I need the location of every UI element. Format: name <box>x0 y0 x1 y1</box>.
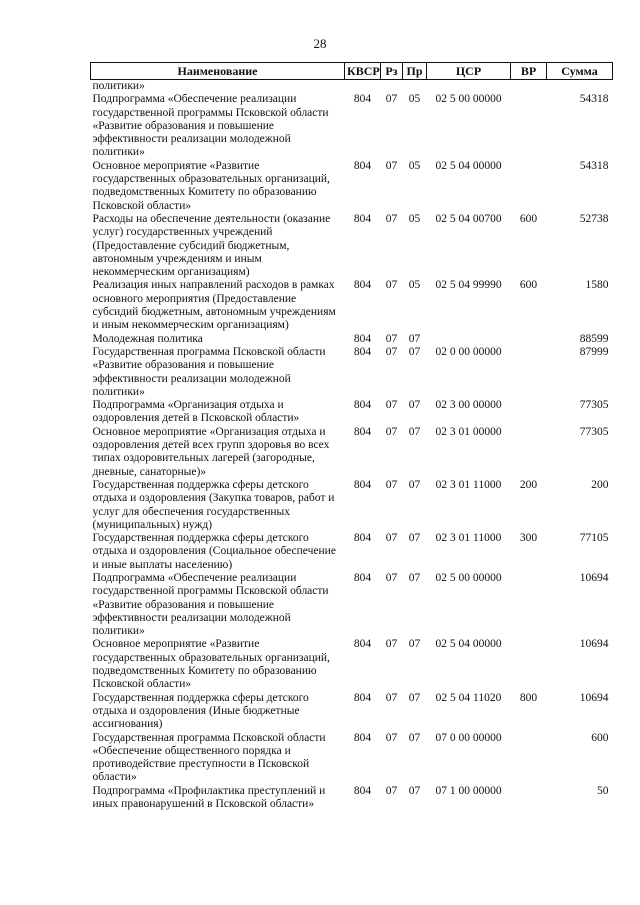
cell-csr <box>427 80 511 94</box>
header-name: Наименование <box>91 63 345 80</box>
cell-name: Расходы на обеспечение деятельности (оказание услуг) государственных учреждений (Предоставление субсидий бюджетным, автономным учреждениям и иным некоммерческим организациям) <box>92 212 331 279</box>
cell-pr: 07 <box>408 691 421 704</box>
cell-pr: 07 <box>408 425 421 438</box>
cell-vr <box>511 572 547 638</box>
cell-csr: 02 5 00 00000 <box>435 93 502 106</box>
cell-sum: 10694 <box>579 691 609 704</box>
cell-pr: 07 <box>408 332 421 345</box>
cell-pr: 05 <box>408 212 421 225</box>
cell-vr <box>511 80 547 94</box>
cell-name: Подпрограмма «Профилактика преступлений и иных правонарушений в Псковской области» <box>92 784 326 811</box>
cell-pr: 07 <box>408 784 421 797</box>
budget-table-wrapper <box>90 62 612 811</box>
cell-sum: 200 <box>591 478 609 491</box>
cell-pr: 05 <box>408 279 421 292</box>
table-row <box>91 638 613 691</box>
cell-vr: 600 <box>519 212 538 225</box>
cell-csr: 02 5 04 00000 <box>435 638 502 651</box>
cell-csr: 02 0 00 00000 <box>435 345 502 358</box>
table-row <box>91 479 613 532</box>
cell-name: Основное мероприятие «Развитие государственных образовательных организаций, подведомственных Комитету по образованию Псковской области» <box>92 638 330 691</box>
table-row <box>91 572 613 638</box>
cell-name: политики» <box>92 80 145 92</box>
cell-kvsr: 804 <box>353 638 372 651</box>
cell-sum: 1580 <box>585 279 609 292</box>
cell-csr: 02 5 04 99990 <box>435 279 502 292</box>
cell-name: Государственная поддержка сферы детского отдыха и оздоровления (Закупка товаров, работ и услуг для обеспечения государственных (муниципальных) нужд) <box>92 478 335 531</box>
cell-kvsr: 804 <box>353 345 372 358</box>
header-vr: ВР <box>511 63 547 80</box>
table-row <box>91 160 613 213</box>
cell-pr: 05 <box>408 159 421 172</box>
table-body <box>91 80 613 812</box>
cell-vr <box>511 426 547 479</box>
table-row <box>91 279 613 332</box>
cell-kvsr: 804 <box>353 731 372 744</box>
cell-csr <box>427 333 511 346</box>
cell-kvsr: 804 <box>353 571 372 584</box>
cell-csr: 02 3 01 11000 <box>435 532 502 545</box>
cell-pr: 07 <box>408 478 421 491</box>
table-row <box>91 333 613 346</box>
cell-name: Основное мероприятие «Организация отдыха и оздоровления детей всех групп здоровья во всех типах оздоровительных лагерей (загородные, дневные, санаторные)» <box>92 425 330 478</box>
cell-pr: 07 <box>408 638 421 651</box>
cell-sum: 77305 <box>579 399 609 412</box>
cell-vr: 800 <box>519 691 538 704</box>
table-row <box>91 785 613 812</box>
cell-name: Государственная поддержка сферы детского отдыха и оздоровления (Иные бюджетные ассигнования) <box>92 691 309 731</box>
cell-csr: 02 5 04 11020 <box>435 691 502 704</box>
cell-name: Подпрограмма «Обеспечение реализации государственной программы Псковской области «Развитие образования и повышение эффективности реализации молодежной политики» <box>92 571 329 638</box>
cell-vr <box>511 160 547 213</box>
cell-sum: 50 <box>597 784 609 797</box>
cell-rz <box>381 80 403 94</box>
cell-vr: 600 <box>519 279 538 292</box>
cell-sum: 87999 <box>579 345 609 358</box>
cell-pr <box>403 80 427 94</box>
cell-rz: 07 <box>385 159 398 172</box>
cell-rz: 07 <box>385 425 398 438</box>
cell-csr: 02 5 04 00700 <box>435 212 502 225</box>
table-header <box>91 63 613 80</box>
cell-name: Основное мероприятие «Развитие государственных образовательных организаций, подведомственных Комитету по образованию Псковской области» <box>92 159 330 212</box>
cell-rz: 07 <box>385 212 398 225</box>
cell-kvsr: 804 <box>353 212 372 225</box>
cell-rz: 07 <box>385 332 398 345</box>
cell-kvsr: 804 <box>353 332 372 345</box>
cell-sum: 10694 <box>579 638 609 651</box>
cell-csr: 02 5 00 00000 <box>435 571 502 584</box>
header-csr: ЦСР <box>427 63 511 80</box>
cell-name: Подпрограмма «Организация отдыха и оздоровления детей в Псковской области» <box>92 399 300 425</box>
table-row <box>91 399 613 426</box>
cell-csr: 02 3 01 11000 <box>435 478 502 491</box>
cell-csr: 07 0 00 00000 <box>435 731 502 744</box>
cell-vr <box>511 346 547 399</box>
cell-vr: 200 <box>519 478 538 491</box>
table-row <box>91 80 613 94</box>
cell-pr: 07 <box>408 731 421 744</box>
cell-vr: 300 <box>519 532 538 545</box>
cell-rz: 07 <box>385 279 398 292</box>
cell-rz: 07 <box>385 638 398 651</box>
cell-sum: 77305 <box>579 425 609 438</box>
cell-rz: 07 <box>385 478 398 491</box>
cell-sum: 600 <box>591 731 609 744</box>
cell-name: Государственная поддержка сферы детского отдыха и оздоровления (Социальное обеспечение и иные выплаты населению) <box>92 532 336 571</box>
cell-rz: 07 <box>385 532 398 545</box>
cell-rz: 07 <box>385 345 398 358</box>
cell-kvsr: 804 <box>353 478 372 491</box>
cell-vr <box>511 93 547 159</box>
cell-name: Государственная программа Псковской области «Обеспечение общественного порядка и противодействие преступности в Псковской области» <box>92 731 326 784</box>
cell-kvsr: 804 <box>353 532 372 545</box>
cell-sum: 52738 <box>579 212 609 225</box>
table-row <box>91 346 613 399</box>
table-row <box>91 732 613 785</box>
cell-kvsr: 804 <box>353 691 372 704</box>
header-row <box>91 63 613 80</box>
header-sum: Сумма <box>547 63 613 80</box>
cell-name: Государственная программа Псковской области «Развитие образования и повышение эффективности реализации молодежной политики» <box>92 345 326 398</box>
budget-table <box>90 62 613 811</box>
cell-vr <box>511 333 547 346</box>
table-row <box>91 692 613 732</box>
cell-pr: 05 <box>408 93 421 106</box>
cell-sum: 10694 <box>579 571 609 584</box>
cell-sum: 54318 <box>579 159 609 172</box>
cell-kvsr: 804 <box>353 279 372 292</box>
table-row <box>91 93 613 159</box>
cell-rz: 07 <box>385 784 398 797</box>
cell-vr <box>511 638 547 691</box>
header-kvsr: КВСР <box>345 63 381 80</box>
cell-sum: 88599 <box>579 332 609 345</box>
cell-kvsr: 804 <box>353 784 372 797</box>
cell-pr: 07 <box>408 532 421 545</box>
cell-vr <box>511 732 547 785</box>
table-row <box>91 532 613 572</box>
cell-pr: 07 <box>408 345 421 358</box>
cell-vr <box>511 399 547 426</box>
cell-kvsr: 804 <box>353 399 372 412</box>
cell-csr: 02 3 00 00000 <box>435 399 502 412</box>
cell-csr: 07 1 00 00000 <box>435 784 502 797</box>
cell-kvsr <box>345 80 381 94</box>
cell-csr: 02 3 01 00000 <box>435 425 502 438</box>
cell-rz: 07 <box>385 399 398 412</box>
cell-sum: 54318 <box>579 93 609 106</box>
cell-sum <box>547 80 613 94</box>
cell-kvsr: 804 <box>353 425 372 438</box>
cell-name: Реализация иных направлений расходов в рамках основного мероприятия (Предоставление субсидий бюджетным, автономным учреждениям и иным некоммерческим организациям) <box>92 279 336 332</box>
cell-rz: 07 <box>385 691 398 704</box>
cell-pr: 07 <box>408 571 421 584</box>
table-row <box>91 213 613 279</box>
cell-vr <box>511 785 547 812</box>
cell-name: Молодежная политика <box>92 332 203 345</box>
cell-pr: 07 <box>408 399 421 412</box>
page-number: 28 <box>313 36 327 51</box>
cell-kvsr: 804 <box>353 159 372 172</box>
cell-name: Подпрограмма «Обеспечение реализации государственной программы Псковской области «Развитие образования и повышение эффективности реализации молодежной политики» <box>92 93 329 159</box>
cell-rz: 07 <box>385 731 398 744</box>
header-rz: Рз <box>381 63 403 80</box>
cell-sum: 77105 <box>579 532 609 545</box>
cell-csr: 02 5 04 00000 <box>435 159 502 172</box>
header-pr: Пр <box>403 63 427 80</box>
cell-rz: 07 <box>385 571 398 584</box>
table-row <box>91 426 613 479</box>
cell-rz: 07 <box>385 93 398 106</box>
cell-kvsr: 804 <box>353 93 372 106</box>
